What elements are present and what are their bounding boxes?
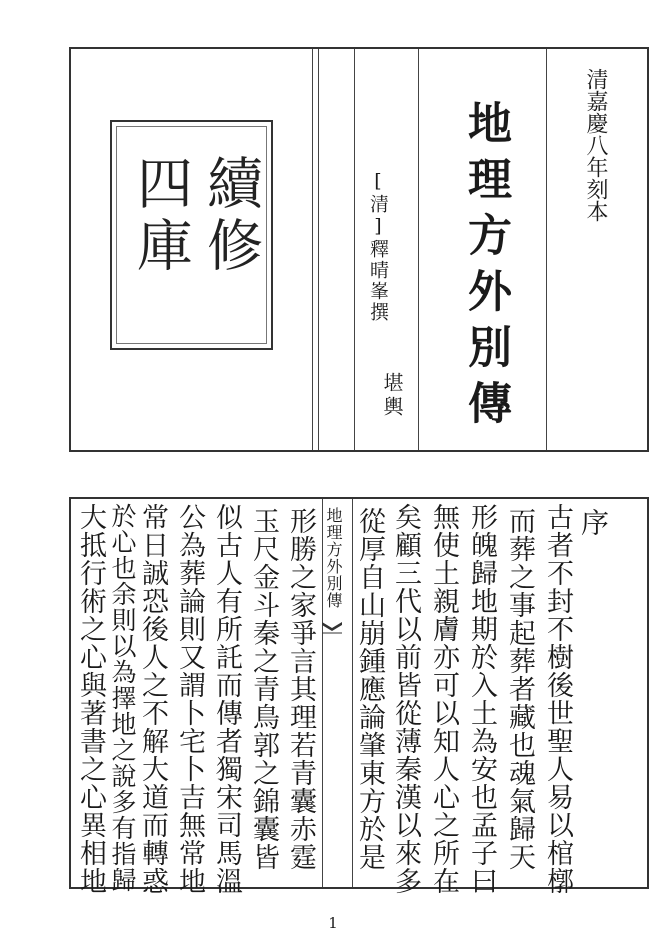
preface-column: 而葬之事起葬者藏也魂氣歸天 [504,507,535,871]
preface-column: 玉尺金斗秦之青鳥郭之錦囊皆 [248,507,279,871]
preface-heading: 序 [577,508,610,536]
page-number: 1 [328,914,338,932]
seal-column-left: 四庫 [128,154,193,278]
preface-column: 於心也余則以為擇地之說多有指歸 [108,503,137,893]
author-line: [清]釋晴峯撰 [367,170,389,323]
preface-column: 矣顧三代以前皆從薄秦漢以來多 [390,503,421,895]
preface-column: 大抵行術之心與著書之心異相地 [75,503,106,895]
preface-column: 似古人有所託而傳者獨宋司馬溫 [211,503,242,895]
preface-column: 從厚自山崩鍾應論肇東方於是 [354,507,385,871]
seal-column-right: 續修 [198,154,263,278]
frame-divider [318,49,319,450]
series-seal [110,120,273,350]
frame-divider [418,49,419,450]
preface-column: 常日誠恐後人之不解大道而轉惑 [137,503,168,895]
frame-divider [546,49,547,450]
preface-column: 形勝之家爭言其理若青囊赤霆 [285,507,316,871]
frame-divider [312,49,313,450]
preface-column: 形魄歸地期於入土為安也孟子曰 [466,503,497,895]
fish-tail-mark [322,622,342,634]
category-label: 堪輿 [380,372,404,420]
book-title: 地理方外別傳 [460,100,511,436]
center-banner-title: 地理方外別傳 [324,507,343,609]
preface-column: 無使土親膚亦可以知人心之所在 [428,503,459,895]
preface-column: 古者不封不樹後世聖人易以棺槨 [542,503,573,895]
edition-note: 清嘉慶八年刻本 [583,68,608,222]
preface-column: 公為葬論則又謂卜宅卜吉無常地 [174,503,205,895]
